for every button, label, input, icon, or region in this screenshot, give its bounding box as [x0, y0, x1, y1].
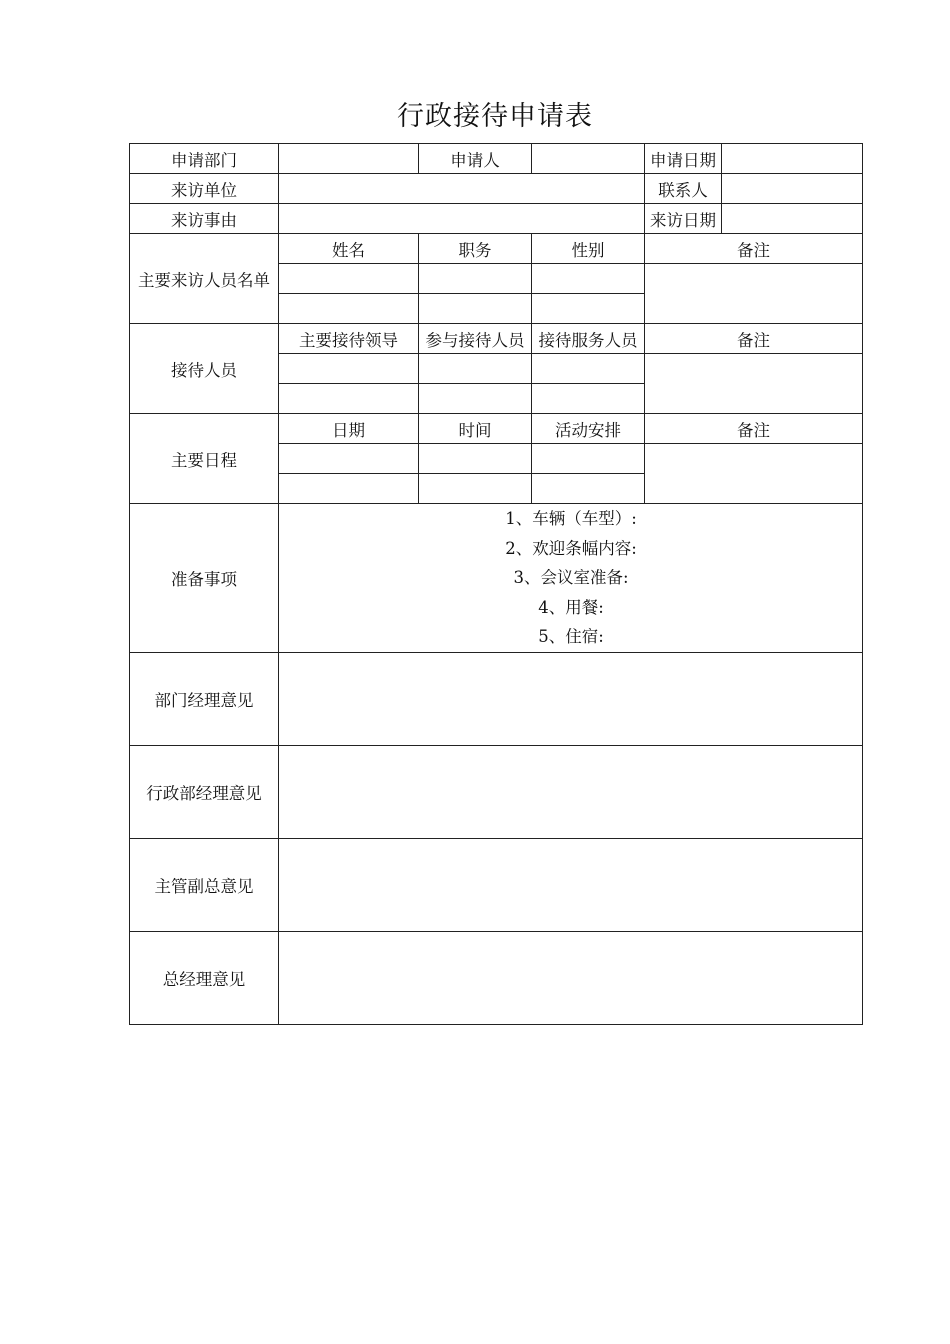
- admin-manager-opinion-label: 行政部经理意见: [130, 746, 279, 839]
- schedule-notes-cell[interactable]: [645, 444, 863, 504]
- host-leader-cell[interactable]: [279, 384, 419, 414]
- host-participants-header: 参与接待人员: [419, 324, 532, 354]
- host-participants-cell[interactable]: [419, 354, 532, 384]
- visiting-unit-field[interactable]: [279, 174, 645, 204]
- schedule-time-header: 时间: [419, 414, 532, 444]
- visitor-name-cell[interactable]: [279, 264, 419, 294]
- application-form-table: [129, 143, 863, 1025]
- schedule-notes-header: 备注: [645, 414, 863, 444]
- applicant-label: 申请人: [419, 144, 532, 174]
- host-service-cell[interactable]: [532, 354, 645, 384]
- visit-date-field[interactable]: [722, 204, 863, 234]
- preparation-item-lodging: 5、住宿:: [538, 627, 604, 647]
- schedule-activity-cell[interactable]: [532, 474, 645, 504]
- visit-reason-field[interactable]: [279, 204, 645, 234]
- visitors-label: 主要来访人员名单: [130, 234, 279, 324]
- schedule-activity-header: 活动安排: [532, 414, 645, 444]
- visit-date-label: 来访日期: [645, 204, 722, 234]
- visitor-title-header: 职务: [419, 234, 532, 264]
- preparation-item-meals: 4、用餐:: [538, 597, 604, 617]
- dept-field[interactable]: [279, 144, 419, 174]
- host-leader-header: 主要接待领导: [279, 324, 419, 354]
- visitor-notes-cell[interactable]: [645, 264, 863, 324]
- deputy-gm-opinion-label: 主管副总意见: [130, 839, 279, 932]
- visitor-notes-header: 备注: [645, 234, 863, 264]
- schedule-activity-cell[interactable]: [532, 444, 645, 474]
- schedule-time-cell[interactable]: [419, 474, 532, 504]
- apply-date-label: 申请日期: [645, 144, 722, 174]
- visit-reason-label: 来访事由: [130, 204, 279, 234]
- schedule-date-header: 日期: [279, 414, 419, 444]
- schedule-label: 主要日程: [130, 414, 279, 504]
- preparation-item-meeting-room: 3、会议室准备:: [513, 568, 629, 588]
- schedule-time-cell[interactable]: [419, 444, 532, 474]
- preparation-items[interactable]: [279, 504, 863, 653]
- hosts-label: 接待人员: [130, 324, 279, 414]
- visitor-gender-cell[interactable]: [532, 294, 645, 324]
- applicant-field[interactable]: [532, 144, 645, 174]
- admin-manager-opinion-field[interactable]: [279, 746, 863, 839]
- schedule-date-cell[interactable]: [279, 444, 419, 474]
- visitor-name-cell[interactable]: [279, 294, 419, 324]
- visitor-gender-cell[interactable]: [532, 264, 645, 294]
- dept-label: 申请部门: [130, 144, 279, 174]
- gm-opinion-label: 总经理意见: [130, 932, 279, 1025]
- visitor-title-cell[interactable]: [419, 264, 532, 294]
- host-service-header: 接待服务人员: [532, 324, 645, 354]
- deputy-gm-opinion-field[interactable]: [279, 839, 863, 932]
- visitor-title-cell[interactable]: [419, 294, 532, 324]
- dept-manager-opinion-field[interactable]: [279, 653, 863, 746]
- gm-opinion-field[interactable]: [279, 932, 863, 1025]
- page-title: 行政接待申请表: [397, 101, 593, 132]
- contact-field[interactable]: [722, 174, 863, 204]
- apply-date-field[interactable]: [722, 144, 863, 174]
- host-participants-cell[interactable]: [419, 384, 532, 414]
- schedule-date-cell[interactable]: [279, 474, 419, 504]
- dept-manager-opinion-label: 部门经理意见: [130, 653, 279, 746]
- preparation-item-vehicle: 1、车辆（车型）:: [505, 509, 637, 529]
- host-notes-cell[interactable]: [645, 354, 863, 414]
- visiting-unit-label: 来访单位: [130, 174, 279, 204]
- host-leader-cell[interactable]: [279, 354, 419, 384]
- contact-label: 联系人: [645, 174, 722, 204]
- host-service-cell[interactable]: [532, 384, 645, 414]
- host-notes-header: 备注: [645, 324, 863, 354]
- visitor-gender-header: 性别: [532, 234, 645, 264]
- preparation-item-banner: 2、欢迎条幅内容:: [505, 538, 637, 558]
- visitor-name-header: 姓名: [279, 234, 419, 264]
- preparation-label: 准备事项: [130, 504, 279, 653]
